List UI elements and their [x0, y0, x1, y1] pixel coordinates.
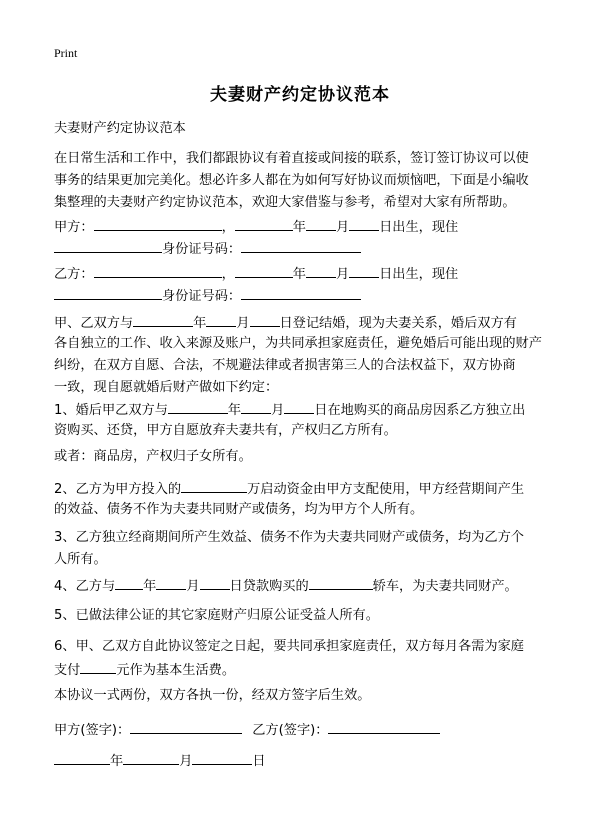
item-4-year-blank — [115, 574, 143, 590]
item-1-line-1b: 日在地购买的商品房因系乙方独立出 — [314, 403, 526, 418]
item-4-car-blank — [309, 574, 373, 590]
party-b-section — [54, 262, 552, 306]
intro-line-1: 在日常生活和工作中，我们都跟协议有着直接或间接的联系，签订签订协议可以使 — [54, 151, 529, 166]
subtitle: 夫妻财产约定协议范本 — [54, 121, 186, 136]
party-a-signature-label: 甲方(签字)： — [54, 723, 131, 738]
intro-line-2: 事务的结果更加完美化。想必许多人都在为如何写好协议而烦恼吧，下面是小编收 — [54, 173, 529, 188]
party-a-year-blank — [235, 215, 293, 231]
marriage-day-blank — [250, 311, 280, 327]
party-a-month-blank — [306, 215, 336, 231]
copies-clause: 本协议一式两份，双方各执一份，经双方签字后生效。 — [54, 688, 371, 703]
item-1-month: 月 — [271, 403, 285, 418]
item-2-line-2: 的效益、债务不作为夫妻共同财产或债务，均为甲方个人所有。 — [54, 502, 424, 517]
party-b-name-blank — [94, 262, 222, 278]
party-a-id-label: 身份证号码： — [162, 242, 242, 257]
item-2-line-1a: 2、乙方为甲方投入的 — [54, 482, 182, 497]
party-b-signature-label: 乙方(签字)： — [252, 723, 329, 738]
party-b-day-blank — [349, 262, 379, 278]
party-b-year: 年 — [292, 267, 306, 282]
party-b-id-label: 身份证号码： — [162, 289, 242, 304]
party-b-signature-blank — [328, 718, 440, 734]
sign-year: 年 — [110, 754, 124, 769]
item-1-line-2: 资购买、还贷，甲方自愿放弃夫妻共有，产权归乙方所有。 — [54, 423, 397, 438]
item-6-line-2b: 元作为基本生活费。 — [116, 663, 236, 678]
item-5: 5、已做法律公证的其它家庭财产归原公证受益人所有。 — [54, 608, 379, 623]
item-4-line-a: 4、乙方与 — [54, 579, 116, 594]
item-6-amount-blank — [80, 658, 116, 674]
marriage-year-blank — [133, 311, 193, 327]
item-2-amount-blank — [181, 477, 247, 493]
marriage-month-label: 月 — [236, 316, 250, 331]
party-b-month: 月 — [335, 267, 350, 282]
party-a-label: 甲方： — [54, 220, 94, 235]
item-4-day-blank — [200, 574, 230, 590]
or-clause: 或者：商品房，产权归子女所有。 — [54, 449, 252, 464]
party-b-month-blank — [306, 262, 336, 278]
marriage-month-blank — [206, 311, 236, 327]
item-2 — [54, 477, 552, 521]
item-3-line-2: 人所有。 — [54, 552, 107, 567]
item-1 — [54, 398, 552, 442]
item-4-month-blank — [156, 574, 186, 590]
party-a-year: 年 — [292, 220, 306, 235]
sign-month: 月 — [179, 754, 193, 769]
sign-day-blank — [192, 749, 252, 765]
party-a-day-blank — [349, 215, 379, 231]
item-3 — [54, 527, 552, 571]
item-6-line-1: 6、甲、乙双方自此协议签定之日起，要共同承担家庭责任，双方每月各需为家庭 — [54, 639, 524, 654]
party-b-address-blank — [54, 284, 162, 300]
item-4 — [54, 574, 552, 596]
intro-paragraph — [54, 148, 552, 214]
item-4-line-c: 轿车，为夫妻共同财产。 — [372, 579, 518, 594]
signature-line — [54, 718, 552, 740]
agreement-line-1b: 日登记结婚，现为夫妻关系，婚后双方有 — [279, 316, 517, 331]
sign-day: 日 — [252, 754, 266, 769]
signature-date — [54, 749, 552, 771]
print-label: Print — [54, 46, 78, 60]
agreement-line-1a: 甲、乙双方与 — [54, 316, 134, 331]
sign-year-blank — [54, 749, 110, 765]
party-b-comma: ， — [221, 267, 235, 282]
item-1-year: 年 — [227, 403, 242, 418]
item-4-month: 月 — [186, 579, 200, 594]
agreement-line-4: 一致，现自愿就婚后财产做如下约定： — [54, 380, 279, 395]
marriage-year-label: 年 — [193, 316, 207, 331]
item-3-line-1: 3、乙方独立经商期间所产生效益、债务不作为夫妻共同财产或债务，均为乙方个 — [54, 530, 524, 545]
agreement-paragraph — [54, 311, 552, 399]
party-a-comma: ， — [221, 220, 235, 235]
party-b-born: 日出生，现住 — [379, 267, 459, 282]
intro-line-3: 集整理的夫妻财产约定协议范本，欢迎大家借鉴与参考，希望对大家有所帮助。 — [54, 195, 516, 210]
page-title: 夫妻财产约定协议范本 — [210, 85, 390, 105]
party-a-month: 月 — [335, 220, 350, 235]
party-a-id-blank — [241, 237, 361, 253]
party-b-year-blank — [235, 262, 293, 278]
party-b-id-blank — [241, 284, 361, 300]
item-6 — [54, 636, 552, 680]
party-a-name-blank — [94, 215, 222, 231]
party-a-born: 日出生，现住 — [379, 220, 459, 235]
agreement-line-2: 各自独立的工作、收入来源及账户，为共同承担家庭责任，避免婚后可能出现的财产 — [54, 336, 542, 351]
item-4-year: 年 — [143, 579, 157, 594]
sign-month-blank — [123, 749, 179, 765]
item-1-day-blank — [284, 398, 314, 414]
party-a-section — [54, 215, 552, 259]
item-1-month-blank — [241, 398, 271, 414]
item-1-year-blank — [168, 398, 228, 414]
party-b-label: 乙方： — [54, 267, 94, 282]
party-a-address-blank — [54, 237, 162, 253]
item-2-line-1b: 万启动资金由甲方支配使用，甲方经营期间产生 — [247, 482, 525, 497]
item-6-line-2a: 支付 — [54, 663, 81, 678]
party-a-signature-blank — [130, 718, 242, 734]
item-1-line-1a: 1、婚后甲乙双方与 — [54, 403, 168, 418]
agreement-line-3: 纠纷，在双方自愿、合法，不规避法律或者损害第三人的合法权益下，双方协商 — [54, 358, 516, 373]
item-4-line-b: 日贷款购买的 — [229, 579, 309, 594]
